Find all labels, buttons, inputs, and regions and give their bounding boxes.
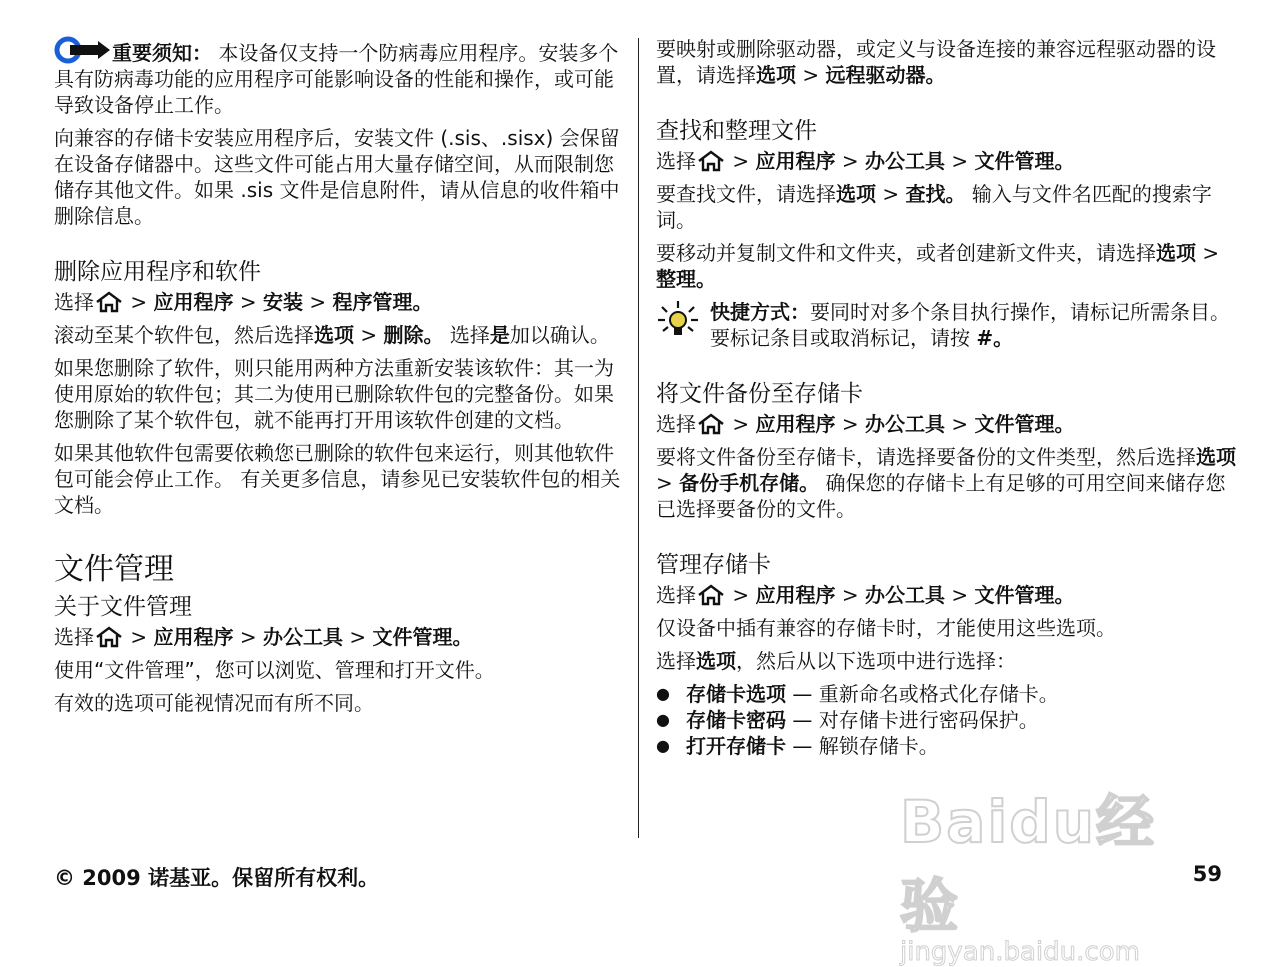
list-item-term: 存储卡密码 xyxy=(686,708,786,732)
menu-term-backup: 备份手机存储。 xyxy=(679,471,820,495)
menu-term-yes: 是 xyxy=(489,323,510,347)
remote-drives-paragraph xyxy=(656,36,1236,88)
path-separator: > xyxy=(349,625,367,649)
path-separator: > xyxy=(841,149,859,173)
menu-term-remote-drives: 远程驱动器。 xyxy=(825,63,946,87)
path-item-file-manager: 文件管理。 xyxy=(372,625,473,649)
path-separator: > xyxy=(239,290,257,314)
text: 选择 xyxy=(443,323,490,347)
list-item xyxy=(656,707,1236,733)
path-item-apps: 应用程序 xyxy=(755,412,836,436)
menu-term-options: 选项 xyxy=(1196,445,1236,469)
path-separator: > xyxy=(732,149,750,173)
sis-paragraph: 向兼容的存储卡安装应用程序后，安装文件 (.sis、.sisx) 会保留在设备存储器中。这些文件可能占用大量存储空间，从而限制您储存其他文件。如果 .sis 文件是信息附件，请从信息的收件箱中删除信息。 xyxy=(54,126,620,228)
menu-term-remove: 删除。 xyxy=(383,323,444,347)
about-paragraph-2: 有效的选项可能视情况而有所不同。 xyxy=(54,691,374,715)
list-item-desc: — 解锁存储卡。 xyxy=(786,734,939,758)
home-icon xyxy=(696,413,726,435)
path-separator: > xyxy=(130,625,148,649)
find-paragraph-2 xyxy=(656,240,1236,292)
home-icon xyxy=(696,150,726,172)
key-hash: #。 xyxy=(976,326,1014,350)
menu-term-find: 查找。 xyxy=(905,182,966,206)
menu-term-options: 选项 xyxy=(756,63,796,87)
footer-copyright: © 2009 诺基亚。保留所有权利。 xyxy=(54,866,380,890)
path-item-office: 办公工具 xyxy=(864,412,945,436)
list-item xyxy=(656,681,1236,707)
note-arrow-icon xyxy=(54,36,112,66)
important-label: 重要须知： xyxy=(112,41,212,65)
card-menu-path xyxy=(656,582,1236,608)
path-item-file-manager: 文件管理。 xyxy=(974,583,1075,607)
important-text: 本设备仅支持一个防病毒应用程序。安装多个具有防病毒功能的应用程序可能影响设备的性能和操作，或可能导致设备停止工作。 xyxy=(54,41,619,117)
column-divider xyxy=(638,38,639,838)
right-column xyxy=(656,36,1236,759)
path-item-file-manager: 文件管理。 xyxy=(974,149,1075,173)
page-number: 59 xyxy=(1192,862,1222,886)
home-icon xyxy=(94,291,124,313)
list-item-desc: — 重新命名或格式化存储卡。 xyxy=(786,682,1059,706)
path-separator: > xyxy=(732,583,750,607)
remove-paragraph-2: 如果您删除了软件，则只能用两种方法重新安装该软件：其一为使用原始的软件包；其二为使用已删除软件包的完整备份。如果您删除了某个软件包，就不能再打开用该软件创建的文档。 xyxy=(54,356,614,432)
list-item-term: 打开存储卡 xyxy=(686,734,786,758)
path-separator: > xyxy=(841,412,859,436)
text: 确保您的存储卡上有足够的可用空间来储存您已选择要备份的文件。 xyxy=(656,471,1226,521)
path-item-apps: 应用程序 xyxy=(153,290,234,314)
home-icon xyxy=(696,584,726,606)
text: 要将文件备份至存储卡，请选择要备份的文件类型，然后选择 xyxy=(656,445,1196,469)
path-separator: > xyxy=(951,412,969,436)
heading-memory-card: 管理存储卡 xyxy=(656,552,771,578)
menu-term-options: 选项 xyxy=(696,649,736,673)
path-separator: > xyxy=(239,625,257,649)
remove-menu-path xyxy=(54,289,624,315)
path-separator: > xyxy=(802,63,820,87)
text: 要同时对多个条目执行操作，请标记所需条目。 要标记条目或取消标记，请按 xyxy=(710,300,1230,350)
path-select-text: 选择 xyxy=(54,625,94,649)
path-separator: > xyxy=(360,323,378,347)
path-separator: > xyxy=(882,182,900,206)
path-item-install: 安装 xyxy=(262,290,303,314)
path-separator: > xyxy=(841,583,859,607)
path-item-apps: 应用程序 xyxy=(755,583,836,607)
menu-term-options: 选项 xyxy=(836,182,876,206)
card-options-list xyxy=(656,681,1236,759)
card-paragraph-1: 仅设备中插有兼容的存储卡时，才能使用这些选项。 xyxy=(656,616,1116,640)
remove-paragraph-1 xyxy=(54,322,624,348)
watermark-brand: Baidu经验 xyxy=(900,788,1157,940)
menu-term-options: 选项 xyxy=(314,323,354,347)
left-column xyxy=(54,36,624,723)
path-separator: > xyxy=(951,149,969,173)
remove-paragraph-3: 如果其他软件包需要依赖您已删除的软件包来运行，则其他软件包可能会停止工作。 有关更多信息，请参见已安装软件包的相关文档。 xyxy=(54,441,621,517)
tip-label: 快捷方式： xyxy=(710,300,810,324)
backup-menu-path xyxy=(656,411,1236,437)
path-item-office: 办公工具 xyxy=(864,583,945,607)
list-item-desc: — 对存储卡进行密码保护。 xyxy=(786,708,1039,732)
path-separator: > xyxy=(130,290,148,314)
path-item-office: 办公工具 xyxy=(864,149,945,173)
path-item-apps: 应用程序 xyxy=(755,149,836,173)
heading-remove-apps: 删除应用程序和软件 xyxy=(54,259,261,285)
text: 选择 xyxy=(656,649,696,673)
text: 滚动至某个软件包，然后选择 xyxy=(54,323,314,347)
lightbulb-tip-icon xyxy=(656,299,700,351)
path-item-app-manager: 程序管理。 xyxy=(332,290,433,314)
tip-text xyxy=(710,299,1236,351)
list-item xyxy=(656,733,1236,759)
path-item-office: 办公工具 xyxy=(262,625,343,649)
path-separator: > xyxy=(656,471,673,495)
text: 要移动并复制文件和文件夹，或者创建新文件夹，请选择 xyxy=(656,241,1156,265)
text: 输入与文件名匹配的搜索字词。 xyxy=(656,182,1212,232)
about-paragraph-1: 使用“文件管理”，您可以浏览、管理和打开文件。 xyxy=(54,658,495,682)
heading-about-file-manager: 关于文件管理 xyxy=(54,594,192,620)
text: ，然后从以下选项中进行选择： xyxy=(736,649,1016,673)
path-select-text: 选择 xyxy=(656,583,696,607)
path-item-apps: 应用程序 xyxy=(153,625,234,649)
path-select-text: 选择 xyxy=(656,412,696,436)
about-menu-path xyxy=(54,624,624,650)
path-select-text: 选择 xyxy=(656,149,696,173)
list-item-term: 存储卡选项 xyxy=(686,682,786,706)
find-paragraph-1 xyxy=(656,181,1236,233)
shortcut-tip xyxy=(656,299,1236,351)
heading-find-organize: 查找和整理文件 xyxy=(656,118,817,144)
path-select-text: 选择 xyxy=(54,290,94,314)
watermark-url: jingyan.baidu.com xyxy=(900,937,1140,967)
text: 要映射或删除驱动器，或定义与设备连接的兼容远程驱动器的设置，请选择 xyxy=(656,37,1216,87)
path-separator: > xyxy=(951,583,969,607)
card-paragraph-2 xyxy=(656,648,1236,674)
path-item-file-manager: 文件管理。 xyxy=(974,412,1075,436)
path-separator: > xyxy=(309,290,327,314)
menu-term-options: 选项 xyxy=(1156,241,1196,265)
heading-backup: 将文件备份至存储卡 xyxy=(656,381,863,407)
important-note xyxy=(54,36,624,118)
home-icon xyxy=(94,626,124,648)
menu-term-organize: 整理。 xyxy=(656,267,716,291)
path-separator: > xyxy=(1202,241,1220,265)
chapter-title-file-manager: 文件管理 xyxy=(54,552,174,587)
find-menu-path xyxy=(656,148,1236,174)
text: 要查找文件，请选择 xyxy=(656,182,836,206)
backup-paragraph xyxy=(656,444,1236,522)
path-separator: > xyxy=(732,412,750,436)
text: 加以确认。 xyxy=(509,323,610,347)
